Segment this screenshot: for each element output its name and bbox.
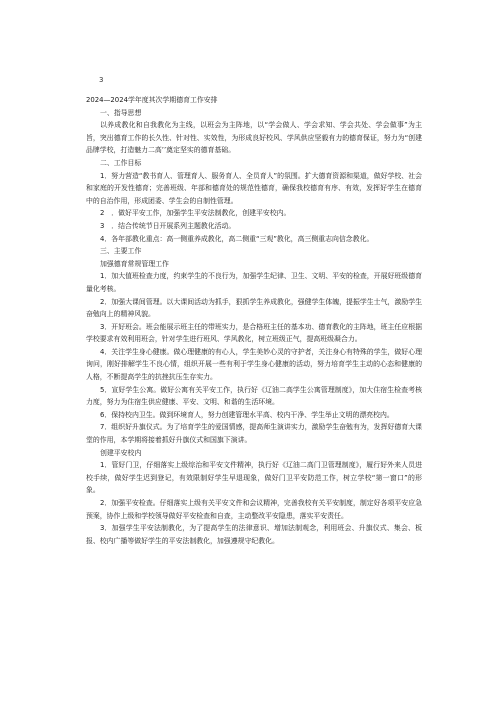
body-paragraph: 5．宣好学生公寓。做好公寓有关平安工作，执行好《辽油二高学生公寓管理制度》，加大住宿生检查考核力度，努力为住宿生供应健康、平安、文明、和谐的生活环境。 bbox=[86, 385, 422, 407]
section-heading: 二、工作目标 bbox=[100, 158, 142, 167]
body-paragraph: 3．加强学生平安法制教化，为了提高学生的法律意识、增加法制观念，利用班会、升旗仪式、集会、板报、校内广播等做好学生的平安法制教化，加强遵规守纪教化。 bbox=[86, 524, 422, 545]
body-paragraph: 4．各年部教化重点：高一侧重养成教化，高二侧重“三观”教化，高三侧重志向信念教化。 bbox=[100, 234, 374, 243]
body-paragraph: 2．加强平安检查。仔细落实上级有关平安文件和会议精神，完善我校有关平安制度，制定好各项平安应急预案，协作上级和学校领导做好平安检查和自查，主动整改平安隐患，落实平安责任。 bbox=[86, 499, 422, 520]
body-paragraph: 2．加强大课间管理。以大课间活动为抓手，狠抓学生养成教化，强健学生体魄，提振学生士气，激励学生奋勉向上的精神风貌。 bbox=[86, 297, 422, 319]
document-title: 2024—2024学年度其次学期德育工作安排 bbox=[86, 96, 218, 104]
body-paragraph: 1．努力营造“教书育人、管理育人、服务育人、全员育人”的氛围。扩大德育资源和渠道，做好学校、社会和家庭的开发性德育；完善班级、年部和德育处的规范性德育，确保我校德育有序、有效，发挥好学生在德育中的自治作用，形成团委、学生会的自制性管理。 bbox=[86, 171, 422, 205]
document-body bbox=[86, 94, 422, 547]
body-paragraph: 以养成教化和自我教化为主线，以班会为主阵地，以“学会做人、学会求知、学会共处、学会做事”为主旨，突出德育工作的长久性、针对性、实效性，为形成良好校风、学风供应坚毅有力的德育保证，努力为“创建品牌学校，打造魅力二高’’奠定坚实的德育基础。 bbox=[86, 121, 422, 155]
body-paragraph: 2 ．做好平安工作，加强学生平安法制教化，创建平安校内。 bbox=[100, 209, 291, 218]
page-number: 3 bbox=[99, 76, 104, 84]
body-paragraph: 1．管好门卫，仔细落实上级综治和平安文件精神，执行好《辽油二高门卫管理制度》，履行好外来人员进校手续，做好学生迟到登记，有效限制好学生早退现象，做好门卫平安防范工作，树立学校“第一窗口”的形象。 bbox=[86, 461, 422, 495]
section-heading: 创建平安校内 bbox=[100, 448, 142, 457]
section-heading: 加强德育常规管理工作 bbox=[100, 259, 169, 268]
section-heading: 三、主要工作 bbox=[100, 247, 142, 256]
body-paragraph: 7．组织好升旗仪式。为了培育学生的爱国情感，提高师生演讲实力，激励学生奋勉有为，发挥好德育大课堂的作用，本学期将接着抓好升旗仪式和国旗下演讲。 bbox=[86, 423, 422, 445]
body-paragraph: 3．开好班会。班会能展示班主任的带班实力，是合格班主任的基本功、德育教化的主阵地，班主任应根据学校要求有效利用班会，针对学生进行班风、学风教化，树立班级正气，提高班级凝合力。 bbox=[86, 322, 422, 344]
section-heading: 一、指导思想 bbox=[100, 108, 142, 117]
body-paragraph: 4．关注学生身心健康。做心理健康的有心人，学生美妙心灵的守护者，关注身心有特殊的学生，做好心理询问，刚好排解学生不良心情，组织开展一些有利于学生身心健康的活动，努力培育学生主动的心态和健康的人格，不断提高学生的抗挫抗压生存实力。 bbox=[86, 347, 422, 382]
body-paragraph: 1．加大值班检查力度，约束学生的不良行为，加强学生纪律、卫生、文明、平安的检查，开展好班级德育量化考核。 bbox=[86, 272, 422, 293]
document-content bbox=[86, 107, 422, 548]
body-paragraph: 3 ．结合传统节日开展系列主题教化活动。 bbox=[100, 221, 236, 230]
body-paragraph: 6．保持校内卫生。做到环境育人，努力创建管理水平高、校内干净、学生举止文明的漂亮校内。 bbox=[100, 410, 394, 419]
